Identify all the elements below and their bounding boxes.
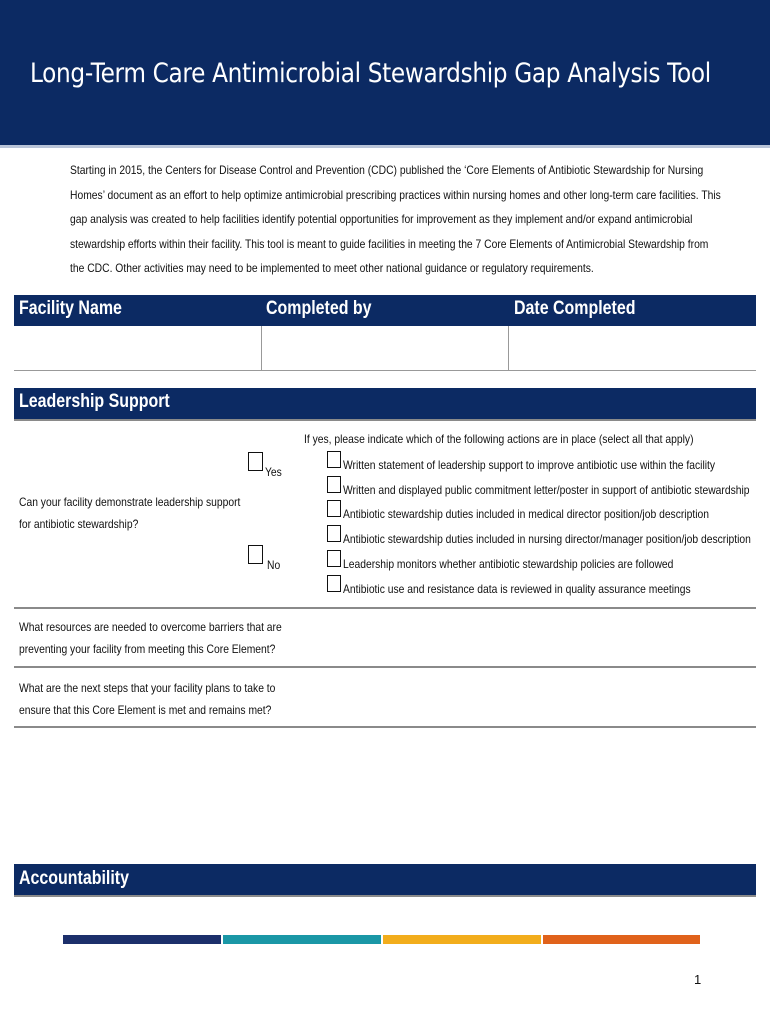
footer-bar-orange: [543, 935, 700, 944]
section-divider: [14, 666, 756, 668]
footer-bar-navy: [63, 935, 221, 944]
footer-bar-teal: [223, 935, 381, 944]
intro-paragraph: [70, 158, 760, 281]
action-checkbox[interactable]: [327, 525, 341, 542]
intro-line: the CDC. Other activities may need to be implemented to meet other national guidance or regulatory requirements.: [70, 261, 594, 275]
leadership-title: Leadership Support: [19, 391, 170, 412]
action-label: Antibiotic use and resistance data is reviewed in quality assurance meetings: [343, 582, 691, 596]
yes-checkbox[interactable]: [248, 452, 263, 471]
action-checkbox[interactable]: [327, 550, 341, 567]
no-checkbox[interactable]: [248, 545, 263, 564]
accountability-title: Accountability: [19, 868, 129, 889]
action-label: Antibiotic stewardship duties included in medical director position/job description: [343, 507, 709, 521]
date-completed-header: Date Completed: [514, 298, 636, 319]
action-checkbox[interactable]: [327, 476, 341, 493]
action-checkbox[interactable]: [327, 451, 341, 468]
no-label: No: [267, 558, 281, 572]
actions-prompt: If yes, please indicate which of the following actions are in place (select all that apply): [304, 432, 694, 446]
section-divider: [14, 895, 756, 897]
accountability-section-header: [14, 864, 756, 895]
next-steps-question: What are the next steps that your facility plans to take to ensure that this Core Element is met and remains met?: [19, 681, 276, 717]
completed-by-field[interactable]: [262, 326, 508, 370]
intro-line: gap analysis was created to help facilities identify potential opportunities for improvement as they implement and/or expand antimicrobial: [70, 212, 693, 226]
resources-question: What resources are needed to overcome barriers that are preventing your facility from meeting this Core Element?: [19, 620, 282, 656]
facility-name-field[interactable]: [14, 326, 261, 370]
intro-line: stewardship efforts within their facility. This tool is meant to guide facilities in meeting the 7 Core Elements of Antimicrobial Stewardship from: [70, 236, 709, 251]
action-checkbox[interactable]: [327, 500, 341, 517]
facility-table-row: [14, 326, 756, 371]
footer-bar-gold: [383, 935, 541, 944]
action-label: Leadership monitors whether antibiotic stewardship policies are followed: [343, 557, 674, 571]
leadership-question: Can your facility demonstrate leadership support for antibiotic stewardship?: [19, 495, 241, 531]
header-banner: [0, 0, 770, 148]
action-label: Written statement of leadership support to improve antibiotic use within the facility: [343, 458, 716, 472]
section-divider: [14, 726, 756, 728]
yes-label: Yes: [265, 465, 282, 479]
intro-line: Starting in 2015, the Centers for Disease Control and Prevention (CDC) published the ‘Core Elements of Antibiotic Stewardship for Nursing: [70, 163, 704, 177]
facility-name-header: Facility Name: [19, 298, 122, 319]
page-title: Long-Term Care Antimicrobial Stewardship Gap Analysis Tool: [30, 58, 711, 89]
intro-line: Homes’ document as an effort to help optimize antimicrobial prescribing practices within nursing homes and other long-term care facilities. This: [70, 187, 721, 202]
completed-by-header: Completed by: [266, 298, 372, 319]
action-checkbox[interactable]: [327, 575, 341, 592]
leadership-section-header: [14, 388, 756, 419]
action-label: Written and displayed public commitment letter/poster in support of antibiotic stewardship: [343, 483, 750, 497]
page-number: 1: [694, 972, 702, 987]
facility-table-header: [14, 295, 756, 326]
section-divider: [14, 419, 756, 421]
date-completed-field[interactable]: [509, 326, 756, 370]
section-divider: [14, 607, 756, 609]
action-label: Antibiotic stewardship duties included in nursing director/manager position/job description: [343, 532, 751, 546]
